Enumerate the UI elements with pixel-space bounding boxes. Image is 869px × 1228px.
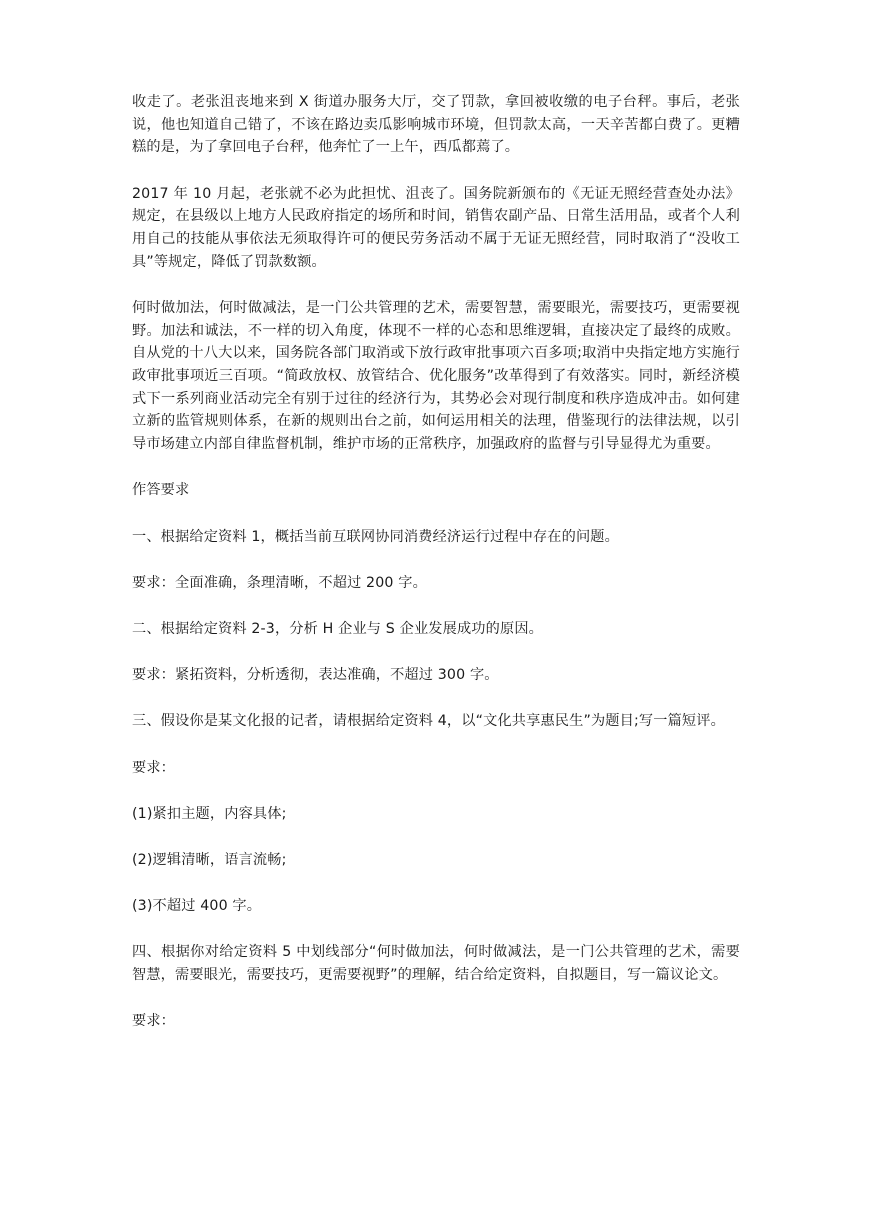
question-2: 二、根据给定资料 2-3，分析 H 企业与 S 企业发展成功的原因。 — [132, 620, 543, 637]
question-4-requirement-label: 要求： — [132, 1013, 176, 1030]
paragraph-public-management: 何时做加法，何时做减法，是一门公共管理的艺术，需要智慧，需要眼光，需要技巧，更需要视野。加法和诚法，不一样的切入角度，体现不一样的心态和思维逻辑，直接决定了最终的成败。自从党的十八大以来，国务院各部门取消或下放行政审批事项六百多项;取消中央指定地方实施行政审批事项近三百项。“简政放权、放管结合、优化服务”改革得到了有效落实。同时，新经济模式下一系列商业活动完全有别于过往的经济行为，其势必会对现行制度和秩序造成冲击。如何建立新的监管规则体系，在新的规则出台之前，如何运用相关的法理，借鉴现行的法律法规，以引导市场建立内部自律监督机制，维护市场的正常秩序，加强政府的监督与引导显得尤为重要。 — [132, 299, 740, 453]
question-1-requirement: 要求：全面准确，条理清晰，不超过 200 字。 — [132, 574, 427, 591]
question-3-requirement-3: (3)不超过 400 字。 — [132, 898, 262, 915]
document-body — [132, 91, 740, 1056]
question-2-requirement: 要求：紧拓资料，分析透彻，表达准确，不超过 300 字。 — [132, 667, 499, 684]
question-3-requirement-2: (2)逻辑清晰，语言流畅; — [132, 851, 287, 868]
paragraph-2017-regulation: 2017 年 10 月起，老张就不必为此担忧、沮丧了。国务院新颁布的《无证无照经营查处办法》规定，在县级以上地方人民政府指定的场所和时间，销售农副产品、日常生活用品，或者个人利用自己的技能从事依法无须取得许可的便民劳务活动不属于无证无照经营，同时取消了“没收工具”等规定，降低了罚款数额。 — [132, 185, 740, 270]
question-3-requirement-label: 要求： — [132, 759, 176, 776]
question-4: 四、根据你对给定资料 5 中划线部分“何时做加法，何时做减法，是一门公共管理的艺术，需要智慧，需要眼光，需要技巧，更需要视野”的理解，结合给定资料，自拟题目，写一篇议论文。 — [132, 944, 740, 984]
section-heading-answer-requirements: 作答要求 — [132, 482, 190, 499]
question-1: 一、根据给定资料 1，概括当前互联网协同消费经济运行过程中存在的问题。 — [132, 528, 619, 545]
question-3: 三、假设你是某文化报的记者，请根据给定资料 4，以“文化共享惠民生”为题目;写一篇短评。 — [132, 713, 725, 730]
paragraph-lao-zhang-fine: 收走了。老张沮丧地来到 X 街道办服务大厅，交了罚款，拿回被收缴的电子台秤。事后，老张说，他也知道自己错了，不该在路边卖瓜影响城市环境，但罚款太高，一天辛苦都白费了。更糟糕的是，为了拿回电子台秤，他奔忙了一上午，西瓜都蔫了。 — [132, 94, 740, 156]
question-3-requirement-1: (1)紧扣主题，内容具体; — [132, 805, 287, 822]
